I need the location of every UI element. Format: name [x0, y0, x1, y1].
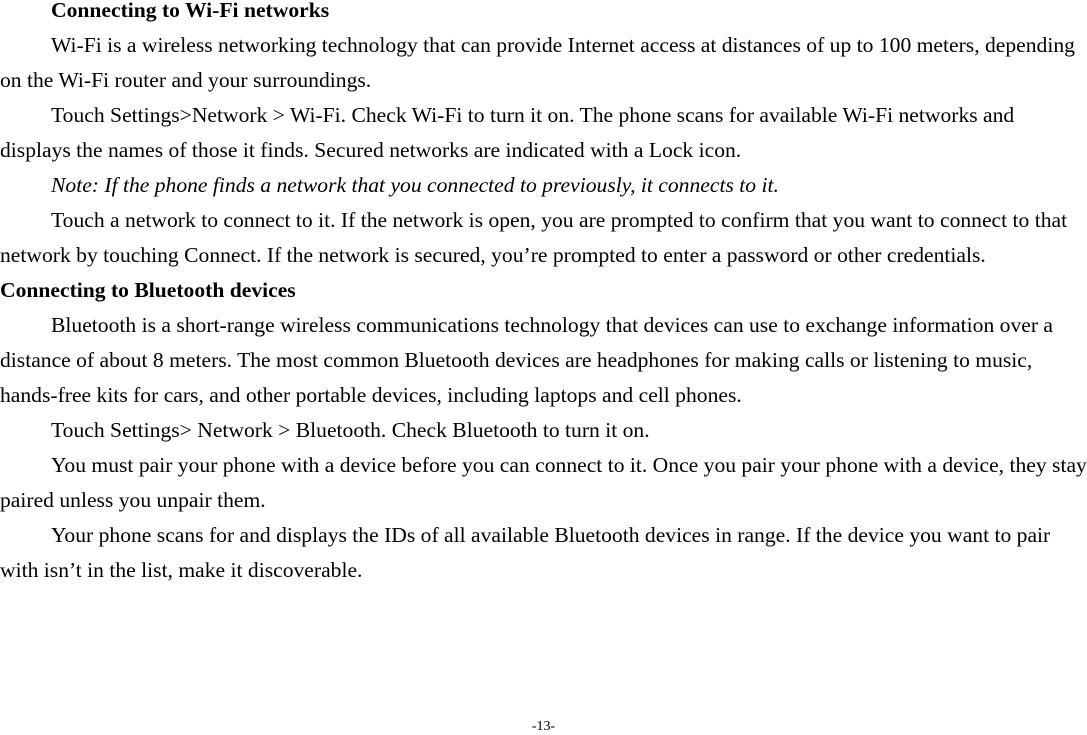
paragraph-wifi-settings: Touch Settings>Network > Wi-Fi. Check Wi-Fi to turn it on. The phone scans for available Wi-Fi networks and displays the names of those it finds. Secured networks are indicated with a Lock icon. — [0, 103, 1015, 162]
paragraph-bluetooth-settings: Touch Settings> Network > Bluetooth. Check Bluetooth to turn it on. — [51, 418, 650, 442]
paragraph-bluetooth-intro: Bluetooth is a short-range wireless communications technology that devices can use to exchange information over a distance of about 8 meters. The most common Bluetooth devices are headphones for making calls or listening to music, hands-free kits for cars, and other portable devices, including laptops and cell phones. — [0, 313, 1054, 407]
paragraph-wifi-note: Note: If the phone finds a network that you connected to previously, it connects to it. — [51, 173, 779, 197]
section-heading-bluetooth: Connecting to Bluetooth devices — [0, 278, 296, 302]
paragraph-wifi-intro: Wi-Fi is a wireless networking technology that can provide Internet access at distances of up to 100 meters, depending on the Wi-Fi router and your surroundings. — [0, 33, 1075, 92]
paragraph-bluetooth-pair: You must pair your phone with a device before you can connect to it. Once you pair your phone with a device, they stay paired unless you unpair them. — [0, 453, 1087, 512]
paragraph-bluetooth-scan: Your phone scans for and displays the IDs of all available Bluetooth devices in range. If the device you want to pair with isn’t in the list, make it discoverable. — [0, 523, 1051, 582]
paragraph-wifi-connect: Touch a network to connect to it. If the network is open, you are prompted to confirm that you want to connect to that network by touching Connect. If the network is secured, you’re prompted to enter a password or other credentials. — [0, 208, 1068, 267]
page-number: -13- — [531, 719, 556, 734]
section-heading-wifi: Connecting to Wi-Fi networks — [51, 0, 330, 22]
